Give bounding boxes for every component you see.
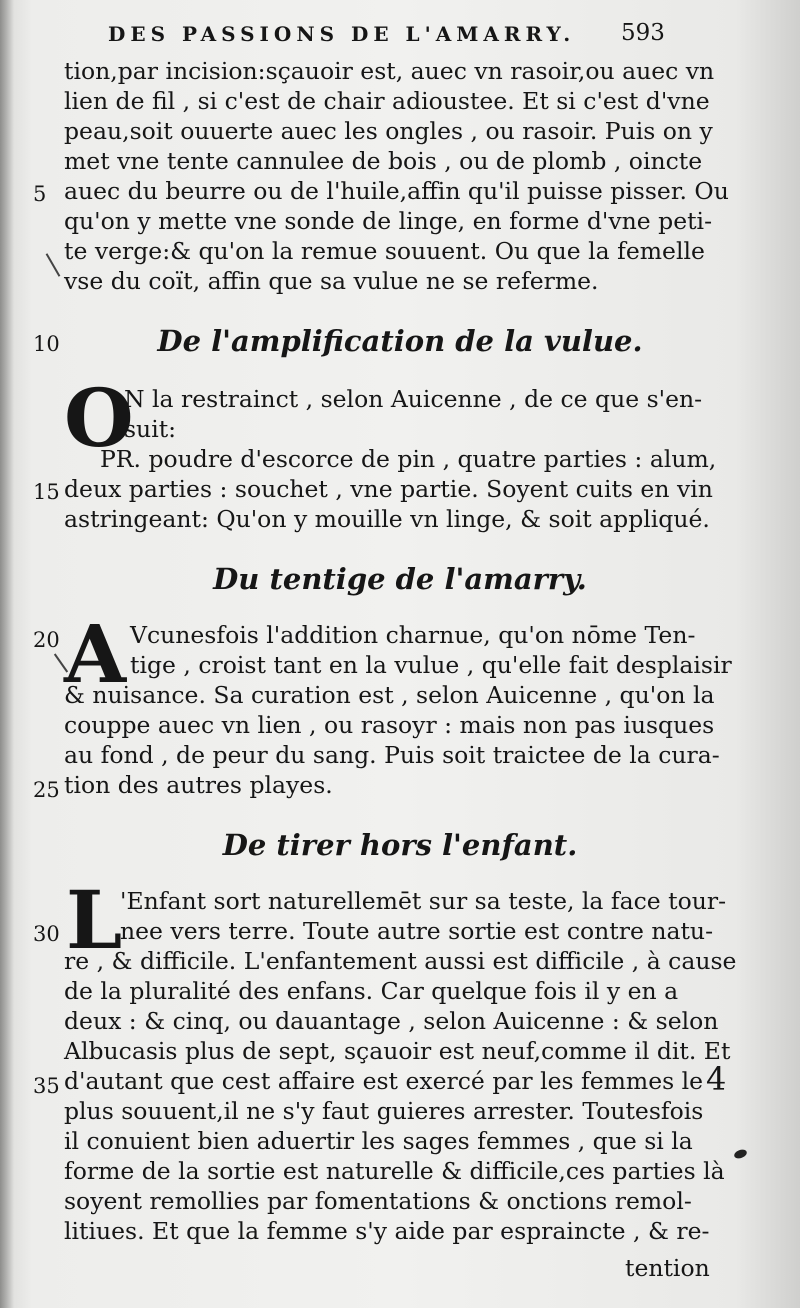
page-header — [108, 18, 708, 54]
drop-cap: L — [66, 873, 123, 967]
text-line: PR. poudre d'escorce de pin , quatre parties : alum, — [100, 445, 717, 473]
text-line: astringeant: Qu'on y mouille vn linge, & soit appliqué. — [64, 505, 710, 533]
text-line: il conuient bien aduertir les sages femmes , que si la — [64, 1127, 693, 1155]
line-number: 10 — [33, 332, 60, 356]
text-line: de la pluralité des enfans. Car quelque fois il y en a — [64, 977, 679, 1005]
text-line: Albucasis plus de sept, sçauoir est neuf,comme il dit. Et — [64, 1037, 731, 1065]
text-line: vse du coït, affin que sa vulue ne se referme. — [64, 267, 599, 295]
drop-cap: O — [64, 371, 134, 465]
handwritten-margin-note: 4 — [706, 1060, 727, 1098]
catchword: tention — [625, 1254, 710, 1282]
drop-cap: A — [64, 607, 127, 701]
text-line: plus souuent,il ne s'y faut guieres arrester. Toutesfois — [64, 1097, 704, 1125]
margin-tick-mark — [46, 253, 61, 277]
running-head: DES PASSIONS DE L'AMARRY. — [108, 22, 576, 46]
text-line: lien de fil , si c'est de chair adioustee. Et si c'est d'vne — [64, 87, 710, 115]
page-number: 593 — [621, 20, 665, 46]
line-number: 20 — [33, 628, 60, 652]
text-line: deux parties : souchet , vne partie. Soyent cuits en vin — [64, 475, 713, 503]
text-line: peau,soit ouuerte auec les ongles , ou rasoir. Puis on y — [64, 117, 713, 145]
text-line: nee vers terre. Toute autre sortie est contre natu- — [120, 917, 714, 945]
text-line: Vcunesfois l'addition charnue, qu'on nōme Ten- — [130, 621, 696, 649]
section-heading: De tirer hors l'enfant. — [222, 828, 578, 862]
gutter-shadow — [0, 0, 14, 1308]
text-line: tion des autres playes. — [64, 771, 333, 799]
text-line: couppe auec vn lien , ou rasoyr : mais non pas iusques — [64, 711, 715, 739]
text-line: 'Enfant sort naturellemēt sur sa teste, la face tour- — [120, 887, 727, 915]
line-number: 35 — [33, 1074, 60, 1098]
text-line: forme de la sortie est naturelle & difficile,ces parties là — [64, 1157, 725, 1185]
section-heading: Du tentige de l'amarry. — [213, 562, 587, 596]
text-line: & nuisance. Sa curation est , selon Auicenne , qu'on la — [64, 681, 715, 709]
text-line: met vne tente cannulee de bois , ou de plomb , oincte — [64, 147, 703, 175]
line-number: 5 — [33, 182, 47, 206]
line-number: 15 — [33, 480, 60, 504]
text-line: qu'on y mette vne sonde de linge, en forme d'vne peti- — [64, 207, 713, 235]
text-line: tige , croist tant en la vulue , qu'elle fait desplaisir — [130, 651, 732, 679]
ink-blot — [733, 1148, 748, 1160]
text-line: te verge:& qu'on la remue souuent. Ou que la femelle — [64, 237, 705, 265]
text-line: re , & difficile. L'enfantement aussi est difficile , à cause — [64, 947, 737, 975]
text-line: auec du beurre ou de l'huile,affin qu'il puisse pisser. Ou — [64, 177, 729, 205]
line-number: 25 — [33, 778, 60, 802]
line-number: 30 — [33, 922, 60, 946]
text-line: d'autant que cest affaire est exercé par les femmes le — [64, 1067, 704, 1095]
text-line: tion,par incision:sçauoir est, auec vn rasoir,ou auec vn — [64, 57, 715, 85]
text-line: N la restrainct , selon Auicenne , de ce que s'en- — [124, 385, 703, 413]
text-line: au fond , de peur du sang. Puis soit traictee de la cura- — [64, 741, 720, 769]
text-line: suit: — [124, 415, 177, 443]
section-heading: De l'amplification de la vulue. — [157, 324, 643, 358]
text-line: litiues. Et que la femme s'y aide par espraincte , & re- — [64, 1217, 710, 1245]
text-line: soyent remollies par fomentations & onctions remol- — [64, 1187, 692, 1215]
text-line: deux : & cinq, ou dauantage , selon Auicenne : & selon — [64, 1007, 719, 1035]
